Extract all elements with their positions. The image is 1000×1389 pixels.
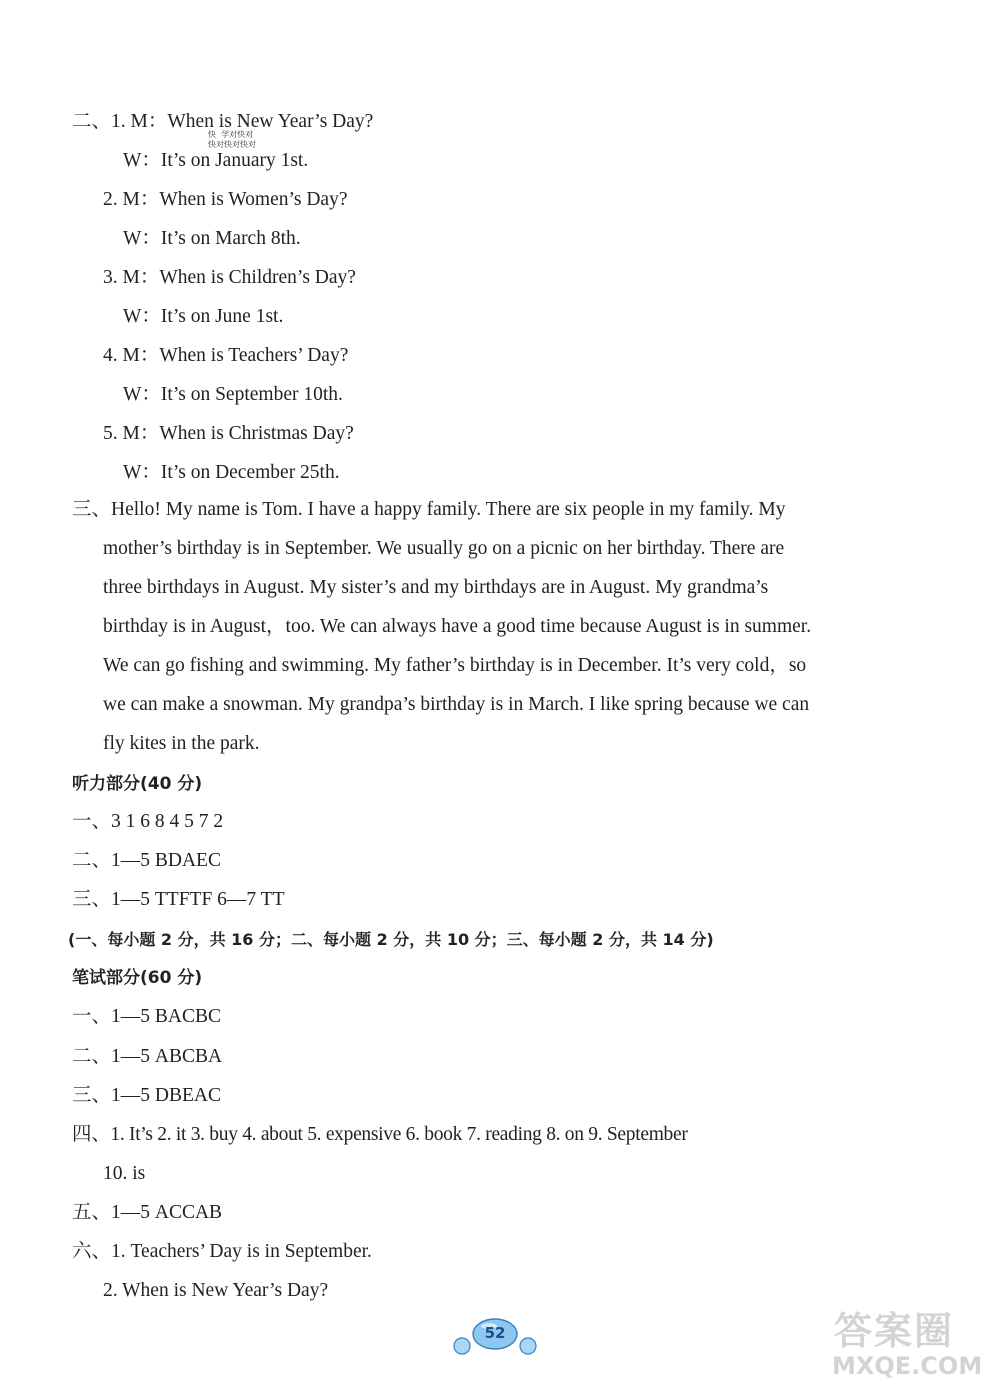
section-heading-listening: 听力部分(40 分) — [72, 774, 203, 794]
answer-written-5: 五、1—5 ACCAB — [72, 1202, 223, 1223]
answer-written-2: 二、1—5 ABCBA — [72, 1046, 223, 1067]
answer-written-4: 四、1. It’s 2. it 3. buy 4. about 5. expensive 6. book 7. reading 8. on 9. September — [72, 1124, 688, 1145]
passage-line-3: three birthdays in August. My sister’s and my birthdays are in August. My grandma’s — [103, 577, 769, 598]
stamp-overlay: 快 学对快对 快对快对快对 — [208, 130, 256, 149]
scoring-note: (一、每小题 2 分，共 16 分；二、每小题 2 分，共 10 分；三、每小题 2 分，共 14 分) — [68, 930, 714, 949]
answer-listening-1: 一、3 1 6 8 4 5 7 2 — [72, 811, 224, 832]
passage-line-7: fly kites in the park. — [103, 733, 260, 754]
answer-listening-2: 二、1—5 BDAEC — [72, 850, 221, 871]
answer-written-3: 三、1—5 DBEAC — [72, 1085, 221, 1106]
passage-line-6: we can make a snowman. My grandpa’s birthday is in March. I like spring because we can — [103, 694, 810, 715]
section-heading-written: 笔试部分(60 分) — [72, 968, 203, 988]
answer-written-4-cont: 10. is — [103, 1163, 146, 1184]
listening-script-q1-question: 二、1. M：When is New Year’s Day? — [72, 111, 374, 132]
watermark-url: MXQE.COM — [832, 1352, 983, 1380]
passage-line-1: 三、Hello! My name is Tom. I have a happy family. There are six people in my family. My — [72, 499, 786, 520]
page-number-badge — [452, 1316, 538, 1356]
answer-written-6-2: 2. When is New Year’s Day? — [103, 1280, 329, 1301]
watermark — [830, 1300, 1000, 1389]
answer-written-1: 一、1—5 BACBC — [72, 1006, 221, 1027]
page-number: 52 — [484, 1324, 506, 1342]
passage-line-5: We can go fishing and swimming. My father’s birthday is in December. It’s very cold，so — [103, 655, 807, 676]
listening-script-q3-question: 3. M：When is Children’s Day? — [103, 267, 356, 288]
listening-script-q5-question: 5. M：When is Christmas Day? — [103, 423, 354, 444]
listening-script-q3-answer: W：It’s on June 1st. — [123, 306, 284, 327]
listening-script-q5-answer: W：It’s on December 25th. — [123, 462, 340, 483]
listening-script-q2-answer: W：It’s on March 8th. — [123, 228, 301, 249]
listening-script-q4-answer: W：It’s on September 10th. — [123, 384, 343, 405]
passage-line-2: mother’s birthday is in September. We usually go on a picnic on her birthday. There are — [103, 538, 785, 559]
answer-written-6-1: 六、1. Teachers’ Day is in September. — [72, 1241, 372, 1262]
passage-line-4: birthday is in August，too. We can always have a good time because August is in summer. — [103, 616, 812, 637]
answer-listening-3: 三、1—5 TTFTF 6—7 TT — [72, 889, 285, 910]
listening-script-q2-question: 2. M：When is Women’s Day? — [103, 189, 348, 210]
watermark-logo-text: 答案圈 — [834, 1309, 955, 1353]
listening-script-q4-question: 4. M：When is Teachers’ Day? — [103, 345, 349, 366]
listening-script-q1-answer: W：It’s on January 1st. — [123, 150, 309, 171]
